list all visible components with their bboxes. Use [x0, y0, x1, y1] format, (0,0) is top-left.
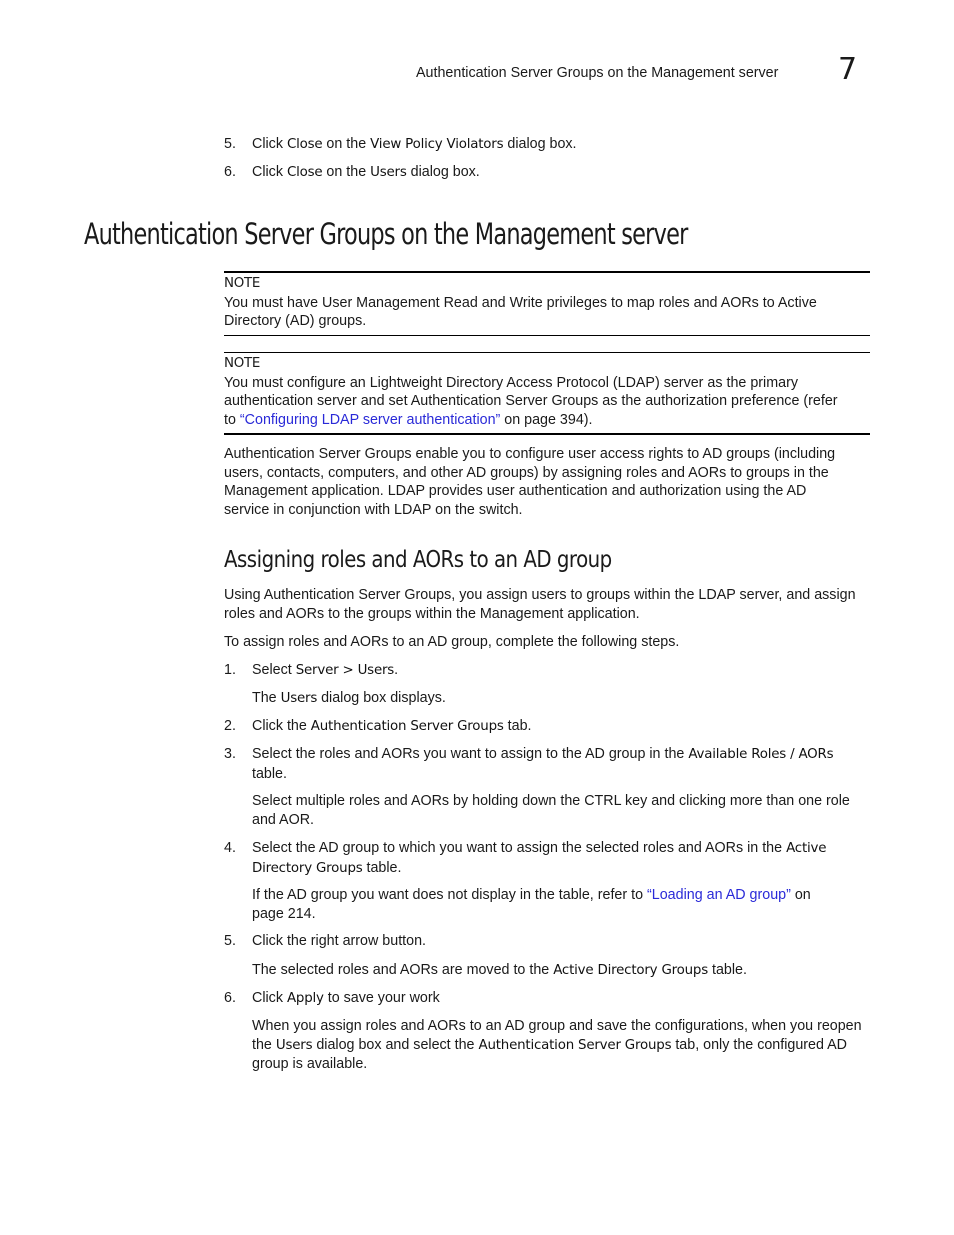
note1: [224, 275, 870, 331]
step-5-text: Click the right arrow button.: [252, 933, 427, 949]
view-policy-violators-ref: View Policy Violators: [370, 137, 504, 152]
note1-label: NOTE: [224, 276, 260, 291]
subsection-paragraph-1: Using Authentication Server Groups, you assign users to groups within the LDAP server, and assign roles and AORs to the groups within the Management application.: [224, 587, 856, 622]
note1-line2: Directory (AD) groups.: [224, 313, 367, 330]
intro-paragraph: Authentication Server Groups enable you to configure user access rights to AD groups (including users, contacts, computers, and other AD groups) by assigning roles and AORs to groups in the Management application. LDAP provides user authentication and authorization using the AD service in conjunction with LDAP on the switch.: [224, 446, 836, 518]
note2-line3: to “Configuring LDAP server authentication” on page 394).: [224, 411, 593, 428]
note1-top-rule: [224, 271, 870, 273]
directory-groups-ref: Directory Groups: [252, 860, 363, 876]
note2: [224, 355, 870, 429]
note2-label: NOTE: [224, 356, 260, 371]
users-ref: Users: [370, 165, 407, 180]
running-header-title: Authentication Server Groups on the Management server: [416, 65, 779, 81]
top-step-6-text: Click Close on the Users dialog box.: [252, 164, 480, 180]
close-ref: Close: [286, 137, 323, 152]
server-users-ref: Server > Users: [295, 663, 395, 678]
top-step-5-number: 5.: [224, 136, 236, 152]
apply-ref: Apply: [286, 991, 324, 1006]
authentication-server-groups-ref: Authentication Server Groups: [310, 719, 504, 734]
step-4-detail: If the AD group you want does not display in the table, refer to “Loading an AD group” on page 214.: [252, 887, 811, 922]
note2-bottom-rule: [224, 433, 870, 435]
step-5-number: 5.: [224, 933, 236, 949]
step-6-text: Click Apply to save your work: [252, 990, 440, 1006]
active-directory-groups-ref: Active Directory Groups: [553, 963, 708, 978]
note1-line1: You must have User Management Read and Write privileges to map roles and AORs to Active: [224, 294, 817, 311]
step-2-text: Click the Authentication Server Groups tab.: [252, 718, 532, 734]
active-ref: Active: [786, 841, 827, 856]
subsection-title: Assigning roles and AORs to an AD group: [224, 547, 612, 573]
step-5-result: The selected roles and AORs are moved to the Active Directory Groups table.: [252, 962, 747, 978]
step-4-number: 4.: [224, 840, 236, 856]
step-6-detail: When you assign roles and AORs to an AD group and save the configurations, when you reopen the Users dialog box and select the Authentication Server Groups tab, only the configured AD group is available.: [252, 1018, 862, 1073]
users-ref: Users: [275, 1037, 313, 1053]
available-roles-aors-ref: Available Roles / AORs: [688, 747, 834, 762]
step-2-number: 2.: [224, 718, 236, 734]
step-1-result: The Users dialog box displays.: [252, 690, 446, 706]
close-ref: Close: [286, 165, 323, 180]
step-3-number: 3.: [224, 746, 236, 762]
step-1-text: Select Server > Users.: [252, 662, 399, 678]
users-ref: Users: [280, 691, 318, 706]
configuring-ldap-link[interactable]: “Configuring LDAP server authentication”: [239, 411, 501, 428]
loading-ad-group-link[interactable]: “Loading an AD group”: [647, 887, 791, 903]
subsection-paragraph-2: To assign roles and AORs to an AD group, complete the following steps.: [224, 634, 680, 650]
note2-line2: authentication server and set Authentication Server Groups as the authorization preference (refer: [224, 393, 838, 410]
step-6-number: 6.: [224, 990, 236, 1006]
step-3-text: Select the roles and AORs you want to assign to the AD group in the Available Roles / AORs table.: [252, 746, 834, 782]
note2-line1: You must configure an Lightweight Directory Access Protocol (LDAP) server as the primary: [224, 374, 798, 391]
step-1-number: 1.: [224, 662, 236, 678]
authentication-server-groups-ref: Authentication Server Groups: [478, 1037, 672, 1053]
note1-bottom-rule: [224, 335, 870, 336]
step-3-detail: Select multiple roles and AORs by holding down the CTRL key and clicking more than one role and AOR.: [252, 793, 850, 828]
step-4-text: Select the AD group to which you want to assign the selected roles and AORs in the Active Directory Groups table.: [252, 840, 827, 876]
section-title: Authentication Server Groups on the Management server: [84, 217, 688, 251]
top-step-6-number: 6.: [224, 164, 236, 180]
note2-top-rule: [224, 352, 870, 353]
top-step-5-text: Click Close on the View Policy Violators dialog box.: [252, 136, 577, 152]
chapter-number: 7: [838, 52, 858, 87]
